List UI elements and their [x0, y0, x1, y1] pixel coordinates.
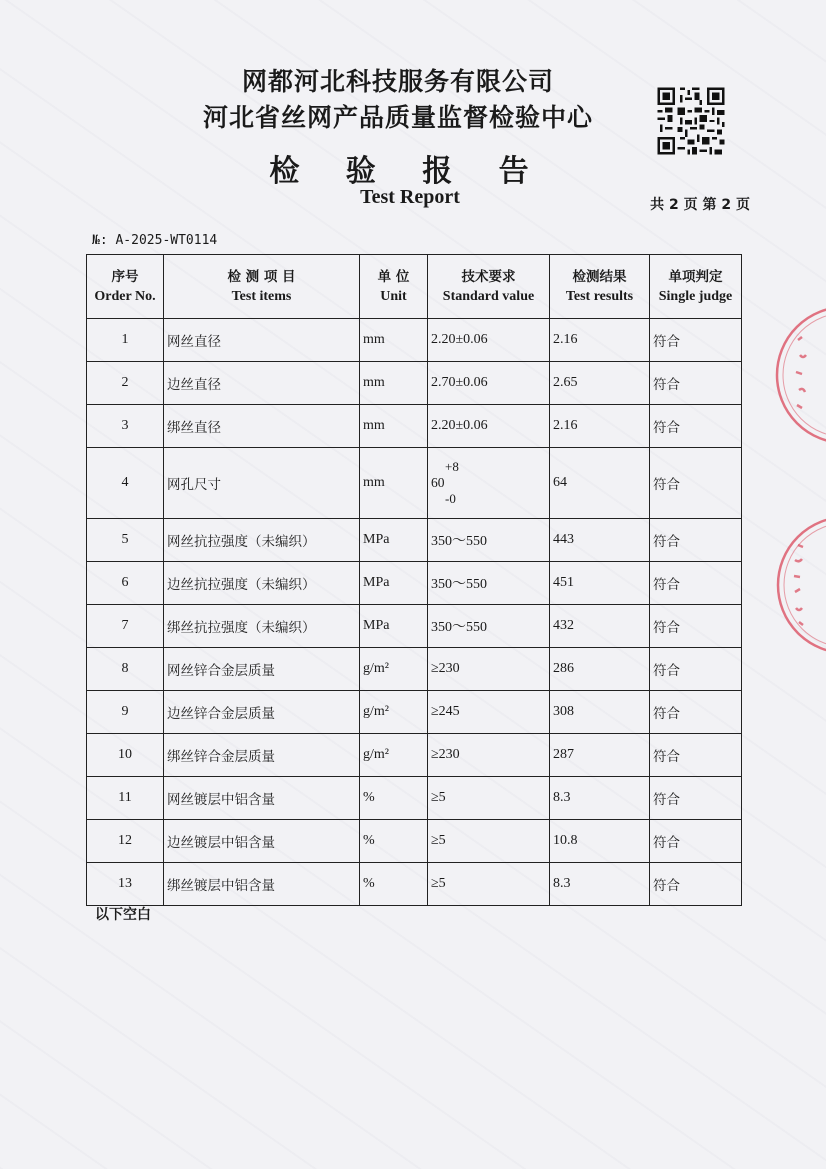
single-judge: 符合: [650, 448, 742, 519]
tolerance-plus: +8: [445, 458, 459, 474]
table-row: [87, 605, 742, 648]
standard-value: ≥5: [428, 820, 550, 863]
unit: mm: [360, 405, 428, 448]
table-header-row: [87, 255, 742, 319]
report-title-en: Test Report: [360, 186, 460, 208]
test-result: 443: [550, 519, 650, 562]
table-row: [87, 319, 742, 362]
seal-inner-ring: [783, 313, 826, 437]
order-number: 11: [87, 777, 164, 820]
order-number: 5: [87, 519, 164, 562]
test-result: 451: [550, 562, 650, 605]
unit: MPa: [360, 562, 428, 605]
tolerance-value: [431, 459, 459, 507]
standard-value: 350～550: [428, 605, 550, 648]
table-row: [87, 448, 742, 519]
table-row: [87, 777, 742, 820]
header-unit: 单 位 Unit: [360, 255, 428, 319]
test-item: 网孔尺寸: [164, 448, 360, 519]
test-item: 边丝镀层中铝含量: [164, 820, 360, 863]
standard-value: 350～550: [428, 562, 550, 605]
order-number: 13: [87, 863, 164, 906]
single-judge: 符合: [650, 863, 742, 906]
order-number: 6: [87, 562, 164, 605]
table-row: [87, 734, 742, 777]
unit: mm: [360, 319, 428, 362]
test-result: 287: [550, 734, 650, 777]
test-result: 8.3: [550, 777, 650, 820]
organization-name: 网都河北科技服务有限公司: [241, 67, 554, 96]
single-judge: 符合: [650, 605, 742, 648]
test-item: 网丝抗拉强度（未编织）: [164, 519, 360, 562]
order-number: 9: [87, 691, 164, 734]
seal-inner-ring: [784, 523, 826, 647]
qr-code-icon: [655, 85, 727, 157]
standard-value: ≥230: [428, 648, 550, 691]
page-count: 共 2 页 第 2 页: [650, 197, 750, 213]
nominal-value: 60: [431, 474, 445, 490]
table-row: [87, 648, 742, 691]
test-item: 网丝镀层中铝含量: [164, 777, 360, 820]
single-judge: 符合: [650, 734, 742, 777]
inspection-center-name: 河北省丝网产品质量监督检验中心: [202, 103, 593, 132]
single-judge: 符合: [650, 691, 742, 734]
test-result: 64: [550, 448, 650, 519]
table-row: [87, 362, 742, 405]
order-number: 8: [87, 648, 164, 691]
test-item: 网丝直径: [164, 319, 360, 362]
test-result: 2.16: [550, 405, 650, 448]
test-item: 绑丝镀层中铝含量: [164, 863, 360, 906]
blank-below-note: 以下空白: [95, 907, 151, 923]
single-judge: 符合: [650, 820, 742, 863]
standard-value: 2.20±0.06: [428, 319, 550, 362]
table-row: [87, 820, 742, 863]
standard-value: ≥5: [428, 863, 550, 906]
unit: %: [360, 863, 428, 906]
standard-value: [428, 448, 550, 519]
test-result: 8.3: [550, 863, 650, 906]
test-result: 10.8: [550, 820, 650, 863]
header-single-judge: 单项判定 Single judge: [650, 255, 742, 319]
standard-value: ≥245: [428, 691, 550, 734]
test-item: 边丝直径: [164, 362, 360, 405]
order-number: 3: [87, 405, 164, 448]
standard-value: ≥5: [428, 777, 550, 820]
table-row: [87, 562, 742, 605]
unit: %: [360, 820, 428, 863]
unit: MPa: [360, 519, 428, 562]
unit: g/m²: [360, 691, 428, 734]
test-result: 308: [550, 691, 650, 734]
test-item: 绑丝抗拉强度（未编织）: [164, 605, 360, 648]
order-number: 1: [87, 319, 164, 362]
single-judge: 符合: [650, 648, 742, 691]
test-result: 2.16: [550, 319, 650, 362]
test-result: 286: [550, 648, 650, 691]
test-results-table: [86, 254, 742, 906]
inspection-seal-stamp-icon: [768, 510, 826, 660]
table-row: [87, 519, 742, 562]
standard-value: 350～550: [428, 519, 550, 562]
report-number: №: A-2025-WT0114: [92, 233, 218, 248]
header-test-items: 检 测 项 目 Test items: [164, 255, 360, 319]
standard-value: 2.70±0.06: [428, 362, 550, 405]
header-standard-value: 技术要求 Standard value: [428, 255, 550, 319]
official-seal-stamp-icon: [770, 300, 826, 450]
table-row: [87, 863, 742, 906]
unit: g/m²: [360, 648, 428, 691]
single-judge: 符合: [650, 519, 742, 562]
order-number: 7: [87, 605, 164, 648]
standard-value: 2.20±0.06: [428, 405, 550, 448]
test-item: 绑丝锌合金层质量: [164, 734, 360, 777]
order-number: 2: [87, 362, 164, 405]
order-number: 12: [87, 820, 164, 863]
table-row: [87, 691, 742, 734]
header-order-no: 序号 Order No.: [87, 255, 164, 319]
test-item: 边丝锌合金层质量: [164, 691, 360, 734]
single-judge: 符合: [650, 405, 742, 448]
unit: g/m²: [360, 734, 428, 777]
single-judge: 符合: [650, 777, 742, 820]
unit: MPa: [360, 605, 428, 648]
test-result: 2.65: [550, 362, 650, 405]
single-judge: 符合: [650, 319, 742, 362]
seal-ring: [778, 517, 826, 653]
single-judge: 符合: [650, 562, 742, 605]
standard-value: ≥230: [428, 734, 550, 777]
unit: mm: [360, 448, 428, 519]
test-item: 网丝锌合金层质量: [164, 648, 360, 691]
unit: %: [360, 777, 428, 820]
header-test-results: 检测结果 Test results: [550, 255, 650, 319]
order-number: 4: [87, 448, 164, 519]
unit: mm: [360, 362, 428, 405]
single-judge: 符合: [650, 362, 742, 405]
table-row: [87, 405, 742, 448]
report-title-cn: 检 验 报 告: [269, 154, 547, 189]
test-item: 绑丝直径: [164, 405, 360, 448]
test-item: 边丝抗拉强度（未编织）: [164, 562, 360, 605]
test-result: 432: [550, 605, 650, 648]
order-number: 10: [87, 734, 164, 777]
tolerance-minus: -0: [445, 490, 456, 506]
